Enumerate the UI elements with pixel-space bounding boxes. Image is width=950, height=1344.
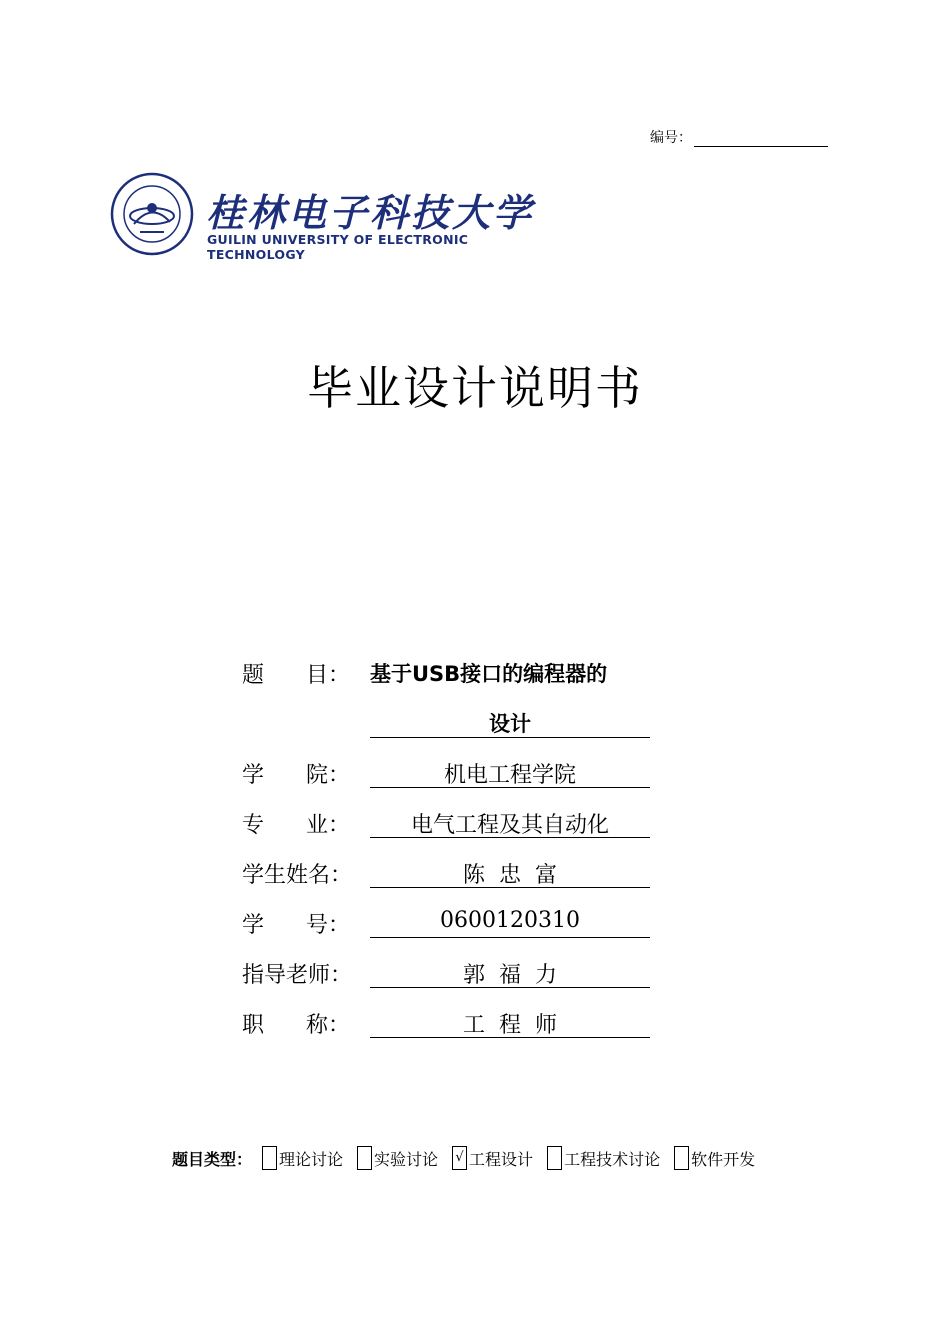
option-label: 实验讨论 xyxy=(374,1149,439,1169)
field-label: 学生姓名： xyxy=(242,863,353,888)
field-value-student-id: 0600120310 xyxy=(370,908,650,938)
checkbox[interactable] xyxy=(674,1146,689,1170)
field-label: 专 业： xyxy=(242,813,350,838)
option-label: 工程设计 xyxy=(469,1149,534,1169)
field-row-topic-cont xyxy=(242,700,662,750)
topic-type-option[interactable] xyxy=(452,1146,533,1170)
field-value-topic: 基于USB接口的编程器的 xyxy=(370,662,608,686)
serial-label: 编号： xyxy=(650,130,692,146)
serial-number xyxy=(650,127,828,147)
field-row-student-id xyxy=(242,900,662,950)
topic-type-option[interactable] xyxy=(674,1146,755,1170)
field-label: 学 号： xyxy=(242,913,350,938)
field-row-title xyxy=(242,1000,662,1050)
checkbox[interactable] xyxy=(547,1146,562,1170)
option-label: 理论讨论 xyxy=(279,1149,344,1169)
topic-type-label: 题目类型： xyxy=(172,1149,253,1169)
university-name-en: GUILIN UNIVERSITY OF ELECTRONIC TECHNOLOGY xyxy=(207,232,469,262)
field-value-title: 工 程 师 xyxy=(370,1008,650,1038)
field-label: 指导老师： xyxy=(242,963,353,988)
document-title: 毕业设计说明书 xyxy=(307,361,643,415)
university-name-cn: 桂林电子科技大学 xyxy=(206,191,535,235)
checkbox[interactable] xyxy=(262,1146,277,1170)
topic-type-selector xyxy=(172,1146,769,1170)
field-row-college xyxy=(242,750,662,800)
field-row-advisor xyxy=(242,950,662,1000)
topic-type-option[interactable] xyxy=(262,1146,343,1170)
field-row-topic xyxy=(242,650,662,700)
checkbox-checked[interactable]: √ xyxy=(452,1146,467,1170)
checkbox[interactable] xyxy=(357,1146,372,1170)
field-value-major: 电气工程及其自动化 xyxy=(370,808,650,838)
university-seal-icon xyxy=(110,172,194,256)
option-label: 工程技术讨论 xyxy=(564,1149,661,1169)
field-label: 学 院： xyxy=(242,763,350,788)
field-row-major xyxy=(242,800,662,850)
cover-info-table xyxy=(242,650,662,1050)
field-value-advisor: 郭 福 力 xyxy=(370,958,650,988)
topic-type-option[interactable] xyxy=(357,1146,438,1170)
field-label: 职 称： xyxy=(242,1013,350,1038)
field-value-student-name: 陈 忠 富 xyxy=(370,858,650,888)
topic-type-option[interactable] xyxy=(547,1146,660,1170)
university-logo xyxy=(110,172,560,262)
field-value-topic-cont: 设计 xyxy=(370,708,650,738)
field-row-student-name xyxy=(242,850,662,900)
serial-blank xyxy=(694,130,828,147)
option-label: 软件开发 xyxy=(691,1149,756,1169)
field-label: 题 目： xyxy=(242,663,350,688)
field-value-college: 机电工程学院 xyxy=(370,758,650,788)
